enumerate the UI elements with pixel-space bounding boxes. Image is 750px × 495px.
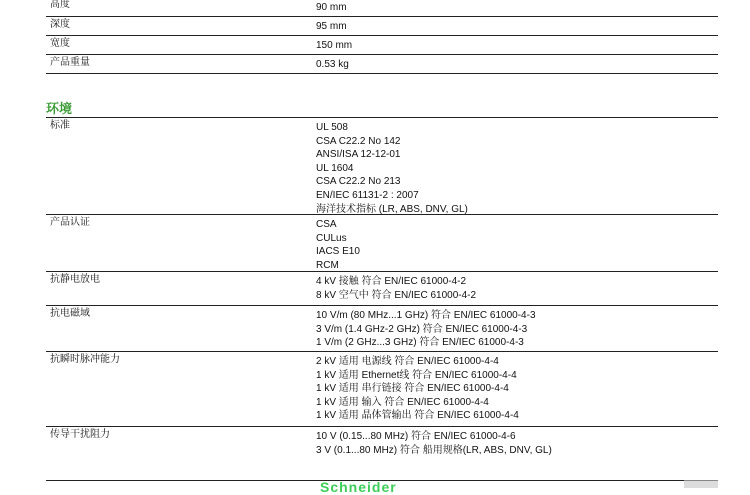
spec-value: 1 kV 适用 输入 符合 EN/IEC 61000-4-4: [316, 396, 489, 408]
spec-value: UL 1604: [316, 162, 354, 174]
spec-value: 10 V/m (80 MHz...1 GHz) 符合 EN/IEC 61000-4-3: [316, 310, 536, 321]
spec-value: EN/IEC 61131-2 : 2007: [316, 189, 419, 201]
brand-logo-text: Schneider: [320, 479, 397, 495]
footer-tab: [684, 480, 718, 488]
spec-value: 3 V/m (1.4 GHz-2 GHz) 符合 EN/IEC 61000-4-3: [316, 323, 528, 335]
spec-value: 95 mm: [316, 21, 347, 32]
spec-label: 产品认证: [50, 217, 90, 228]
spec-value: IACS E10: [316, 246, 360, 258]
spec-label: 标准: [50, 120, 70, 131]
spec-row-width: [46, 36, 718, 55]
spec-row-weight: [46, 55, 718, 74]
spec-value: UL 508: [316, 122, 348, 133]
spec-value: 1 kV 适用 串行链接 符合 EN/IEC 61000-4-4: [316, 383, 509, 395]
spec-label: 高度: [50, 0, 70, 10]
spec-value: CSA C22.2 No 213: [316, 176, 401, 188]
spec-value: 1 V/m (2 GHz...3 GHz) 符合 EN/IEC 61000-4-3: [316, 337, 524, 349]
spec-value: 8 kV 空气中 符合 EN/IEC 61000-4-2: [316, 289, 477, 301]
spec-value: CSA: [316, 219, 337, 230]
spec-row-standards: [46, 118, 718, 215]
spec-row-depth: [46, 17, 718, 36]
spec-label: 抗电磁域: [50, 308, 90, 319]
spec-value: 1 kV 适用 Ethernet线 符合 EN/IEC 61000-4-4: [316, 369, 517, 381]
spec-row-em-field: [46, 306, 718, 352]
spec-value: 3 V (0.1...80 MHz) 符合 船用规格(LR, ABS, DNV, GL): [316, 444, 552, 456]
spec-value: ANSI/ISA 12-12-01: [316, 149, 401, 161]
spec-row-certifications: [46, 215, 718, 272]
spec-value: RCM: [316, 259, 339, 271]
spec-row-esd: [46, 272, 718, 306]
spec-value: 0.53 kg: [316, 59, 349, 70]
spec-value: 2 kV 适用 电源线 符合 EN/IEC 61000-4-4: [316, 356, 499, 367]
brand-logo: [320, 479, 410, 495]
spec-label: 抗静电放电: [50, 274, 100, 285]
spec-label: 深度: [50, 19, 70, 30]
spec-value: 90 mm: [316, 2, 347, 13]
spec-value: 海洋技术指标 (LR, ABS, DNV, GL): [316, 203, 468, 215]
spec-row-conducted-immunity: [46, 427, 718, 461]
spec-value: 150 mm: [316, 40, 353, 51]
spec-label: 宽度: [50, 38, 70, 49]
spec-label: 产品重量: [50, 57, 90, 68]
spec-row-height: [46, 0, 718, 17]
spec-label: 传导干扰阻力: [50, 429, 110, 440]
spec-value: 10 V (0.15...80 MHz) 符合 EN/IEC 61000-4-6: [316, 431, 516, 442]
section-title-environment: 环境: [46, 102, 73, 117]
spec-value: 1 kV 适用 晶体管输出 符合 EN/IEC 61000-4-4: [316, 410, 519, 422]
spec-row-fast-transient: [46, 352, 718, 427]
spec-value: CSA C22.2 No 142: [316, 135, 401, 147]
spec-value: CULus: [316, 232, 347, 244]
environment-table: [46, 117, 718, 456]
spec-value: 4 kV 接触 符合 EN/IEC 61000-4-2: [316, 276, 467, 287]
spec-label: 抗瞬时脉冲能力: [50, 354, 120, 365]
